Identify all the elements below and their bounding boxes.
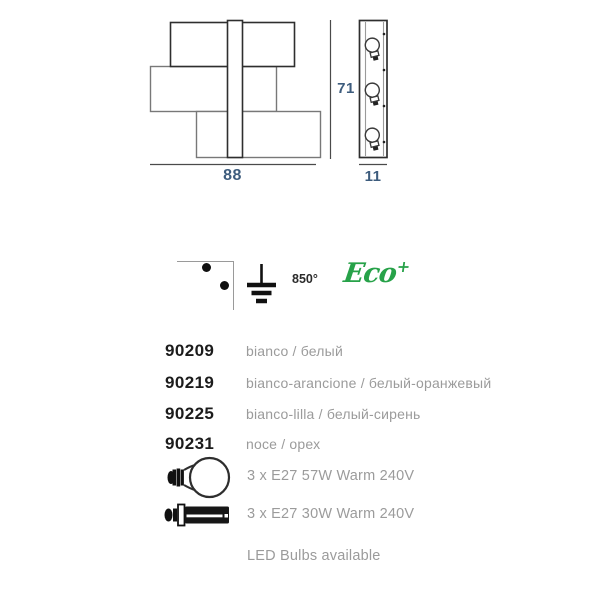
product-finish: noce / орех (246, 436, 321, 452)
halogen-bulb-icon (164, 502, 232, 528)
front-view-drawing (150, 20, 331, 165)
side-view-drawing (359, 21, 387, 165)
screw-dot (383, 69, 386, 72)
product-row (165, 373, 585, 393)
screw-dot (383, 141, 386, 144)
earth-ground-icon (245, 262, 279, 306)
wall-ceiling-mount-icon (177, 261, 234, 310)
product-row (165, 404, 585, 424)
product-row (165, 434, 585, 454)
front-width-dimension-label: 88 (223, 167, 242, 184)
product-row (165, 341, 585, 361)
eco-plus-logo (342, 257, 412, 289)
side-depth-dimension-label: 11 (364, 168, 382, 185)
product-code: 90219 (165, 373, 215, 392)
screw-dot (383, 33, 386, 36)
screw-dot (383, 105, 386, 108)
product-finish: bianco-lilla / белый-сирень (246, 406, 421, 422)
wall-mount-dot (220, 281, 229, 290)
eco-logo-text: Eco (341, 258, 399, 289)
technical-drawing (0, 0, 600, 210)
temperature-rating-label: 850° (292, 272, 318, 286)
bottom-panel-rect (197, 112, 321, 158)
bulb-spec-incandescent: 3 x E27 57W Warm 240V (247, 468, 415, 484)
product-code: 90209 (165, 341, 215, 360)
center-bar-rect (228, 21, 243, 158)
product-finish: bianco / белый (246, 343, 343, 359)
led-availability-note: LED Bulbs available (247, 548, 381, 564)
product-code: 90231 (165, 434, 215, 453)
front-height-dimension-label: 71 (337, 80, 355, 97)
ceiling-mount-dot (202, 263, 211, 272)
eco-logo-plus: + (395, 257, 412, 276)
product-finish: bianco-arancione / белый-оранжевый (246, 375, 492, 391)
bulb-spec-halogen: 3 x E27 30W Warm 240V (247, 506, 415, 522)
product-code: 90225 (165, 404, 215, 423)
incandescent-bulb-icon (167, 456, 233, 500)
middle-panel-rect (151, 67, 277, 112)
